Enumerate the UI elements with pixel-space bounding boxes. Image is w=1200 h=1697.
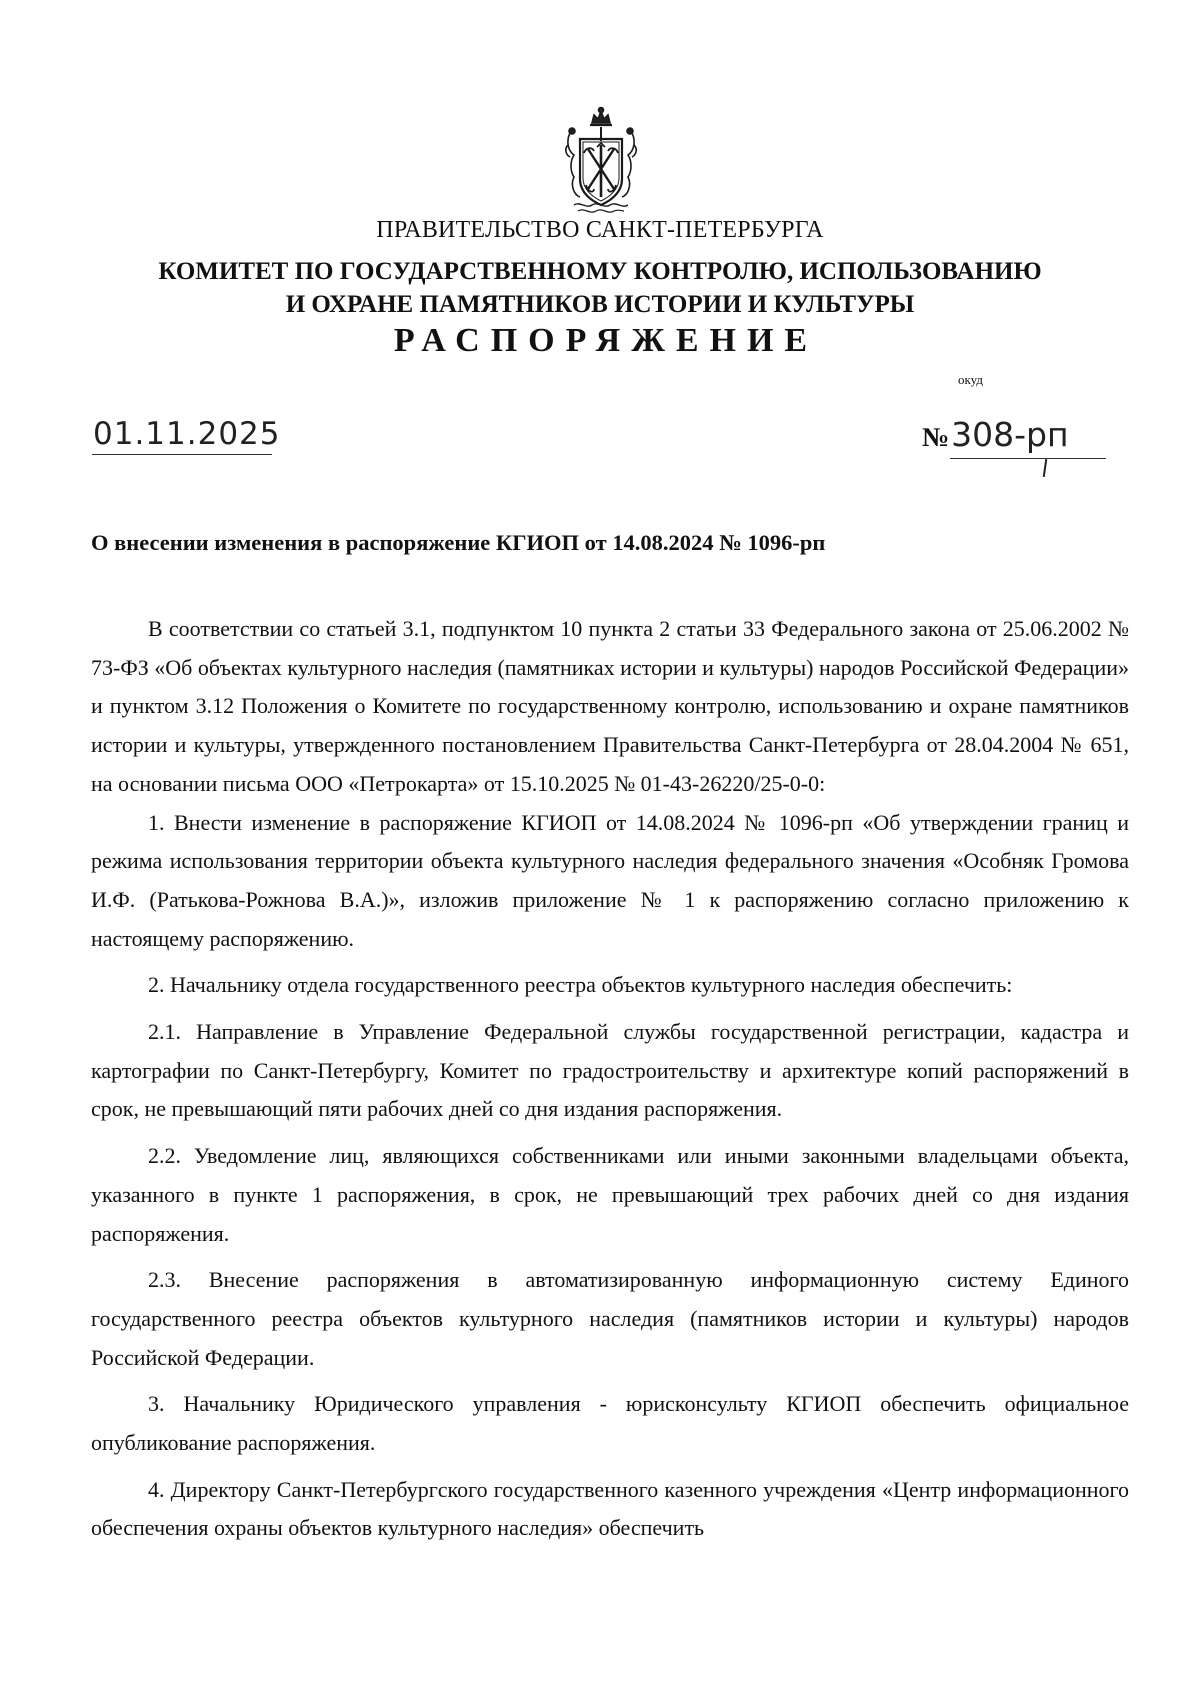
document-subject: О внесении изменения в распоряжение КГИОП от 14.08.2024 № 1096-рп [91, 530, 826, 555]
date-underline [92, 454, 272, 455]
number-handwriting-stroke [1043, 459, 1047, 477]
committee-title [0, 255, 1200, 321]
document-body [91, 610, 1129, 1548]
item-2-paragraph: 2. Начальнику отдела государственного реестра объектов культурного наследия обеспечить: [148, 972, 1013, 998]
item-3-paragraph: 3. Начальнику Юридического управления - юрисконсульту КГИОП обеспечить официальное опубликование распоряжения. [91, 1391, 1129, 1456]
okud-label: окуд [958, 372, 983, 387]
committee-title-line-1: КОМИТЕТ ПО ГОСУДАРСТВЕННОМУ КОНТРОЛЮ, ИСПОЛЬЗОВАНИЮ [158, 258, 1042, 285]
item-2-1-paragraph: 2.1. Направление в Управление Федеральной службы государственной регистрации, кадастра и картографии по Санкт-Петербургу, Комитет по градостроительству и архитектуре копий распоряжений в срок, не превышающий пяти рабочих дней со дня издания распоряжения. [91, 1019, 1129, 1122]
item-2-2-paragraph: 2.2. Уведомление лиц, являющихся собственниками или иными законными владельцами объекта, указанного в пункте 1 распоряжения, в срок, не превышающий трех рабочих дней со дня издания распоряжения. [91, 1143, 1129, 1246]
number-sign: № [922, 422, 950, 452]
document-number [922, 415, 1069, 454]
government-title: ПРАВИТЕЛЬСТВО САНКТ-ПЕТЕРБУРГА [376, 217, 824, 243]
document-type-title: РАСПОРЯЖЕНИЕ [393, 322, 819, 359]
item-4-paragraph: 4. Директору Санкт-Петербургского государственного казенного учреждения «Центр информационного обеспечения охраны объектов культурного наследия» обеспечить [91, 1476, 1129, 1541]
document-date-handwritten: 01.11.2025 [93, 416, 281, 452]
item-1-paragraph: 1. Внести изменение в распоряжение КГИОП от 14.08.2024 № 1096-рп «Об утверждении границ и режима использования территории объекта культурного наследия федерального значения «Особняк Громова И.Ф. (Ратькова-Рожнова В.А.)», изложив приложение № 1 к распоряжению согласно приложению к настоящему распоряжению. [91, 809, 1129, 951]
number-underline [950, 458, 1106, 459]
preamble-paragraph: В соответствии со статьей 3.1, подпунктом 10 пункта 2 статьи 33 Федерального закона от 25.06.2002 № 73-ФЗ «Об объектах культурного наследия (памятниках истории и культуры) народов Российской Федерации» и пунктом 3.12 Положения о Комитете по государственному контролю, использованию и охране памятников истории и культуры, утвержденного постановлением Правительства Санкт-Петербурга от 28.04.2004 № 651, на основании письма ООО «Петрокарта» от 15.10.2025 № 01-43-26220/25-0-0: [91, 616, 1129, 796]
committee-title-line-2: И ОХРАНЕ ПАМЯТНИКОВ ИСТОРИИ И КУЛЬТУРЫ [285, 291, 915, 318]
saint-petersburg-coat-of-arms-emblem [564, 105, 638, 215]
document-number-handwritten: 308-рп [951, 415, 1069, 454]
item-2-3-paragraph: 2.3. Внесение распоряжения в автоматизированную информационную систему Единого государственного реестра объектов культурного наследия (памятников истории и культуры) народов Российской Федерации. [91, 1267, 1129, 1370]
